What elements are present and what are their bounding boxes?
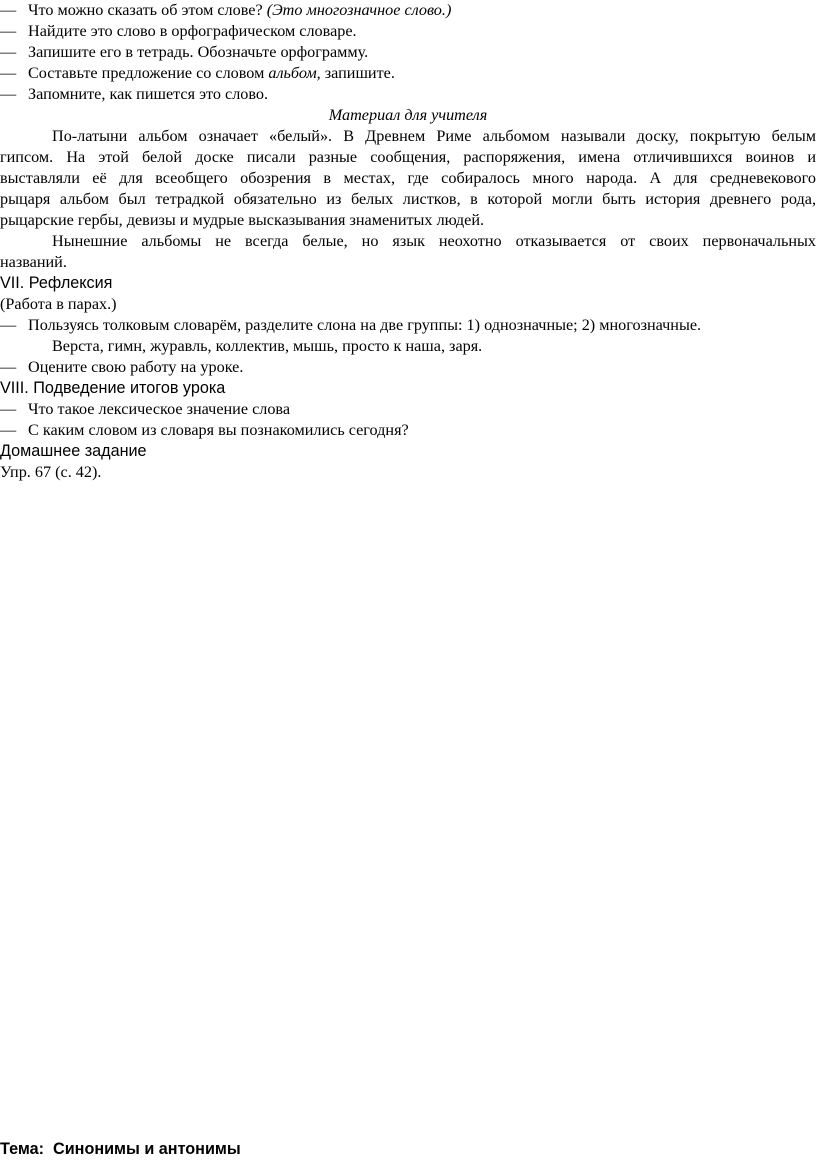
dash-marker: —: [0, 22, 17, 40]
question-italic-word: альбом,: [268, 64, 321, 82]
dash-marker: —: [0, 43, 17, 61]
summary-question: [0, 420, 816, 441]
dash-marker: —: [0, 1, 17, 19]
section-heading-summary: VIII. Подведение итогов урока: [0, 379, 226, 397]
question-text-end: запишите.: [320, 64, 395, 82]
section-heading-reflection: VII. Рефлексия: [0, 274, 113, 292]
question-text: Запишите его в тетрадь. Обозначьте орфограмму.: [28, 43, 369, 61]
task-line: [0, 315, 816, 336]
question-line: [0, 63, 816, 84]
summary-question-text: С каким словом из словаря вы познакомились сегодня?: [28, 421, 409, 439]
dash-marker: —: [0, 421, 17, 439]
task-text: Пользуясь толковым словарём, разделите слона на две группы: 1) однозначные; 2) многозначные.: [28, 316, 702, 334]
pair-work-note: (Работа в парах.): [0, 295, 117, 313]
next-topic-title: Тема: Синонимы и антонимы: [0, 1140, 241, 1158]
dash-marker: —: [0, 358, 17, 376]
question-text: Найдите это слово в орфографическом словаре.: [28, 22, 357, 40]
question-line: [0, 42, 816, 63]
question-text: Что можно сказать об этом слове?: [28, 1, 267, 19]
paragraph-line: выставляли её для всеобщего обозрения в местах, где собиралось много народа. А для средневекового: [0, 169, 816, 187]
question-answer: (Это многозначное слово.): [266, 1, 452, 19]
homework-text: Упр. 67 (с. 42).: [0, 463, 102, 481]
dash-marker: —: [0, 316, 17, 334]
paragraph-line: рыцарские гербы, девизы и мудрые высказывания знаменитых людей.: [0, 211, 485, 229]
dash-marker: —: [0, 64, 17, 82]
task-line: [0, 357, 816, 378]
task-text: Оцените свою работу на уроке.: [28, 358, 244, 376]
paragraph-line: названий.: [0, 253, 67, 271]
summary-question-text: Что такое лексическое значение слова: [28, 400, 291, 418]
question-text: Составьте предложение со словом: [28, 64, 269, 82]
summary-question: [0, 399, 816, 420]
dash-marker: —: [0, 85, 17, 103]
paragraph-line: По-латыни альбом означает «белый». В Древнем Риме альбомом называли доску, покрытую белым: [52, 127, 816, 145]
paragraph-line: гипсом. На этой белой доске писали разные сообщения, распоряжения, имена отличившихся воинов и: [0, 148, 816, 166]
question-line: [0, 84, 816, 105]
dash-marker: —: [0, 400, 17, 418]
word-list: Верста, гимн, журавль, коллектив, мышь, просто к наша, заря.: [52, 337, 483, 355]
homework-heading: Домашнее задание: [0, 442, 147, 460]
paragraph-line: рыцаря альбом был тетрадкой обязательно из белых листков, в которой могли быть история древнего рода,: [0, 190, 816, 208]
paragraph-line: Нынешние альбомы не всегда белые, но язык неохотно отказывается от своих первоначальных: [52, 232, 816, 250]
question-line: [0, 21, 816, 42]
question-text: Запомните, как пишется это слово.: [28, 85, 269, 103]
teacher-material-heading: Материал для учителя: [328, 106, 488, 124]
lesson-content: [0, 0, 816, 483]
question-line: [0, 0, 816, 21]
